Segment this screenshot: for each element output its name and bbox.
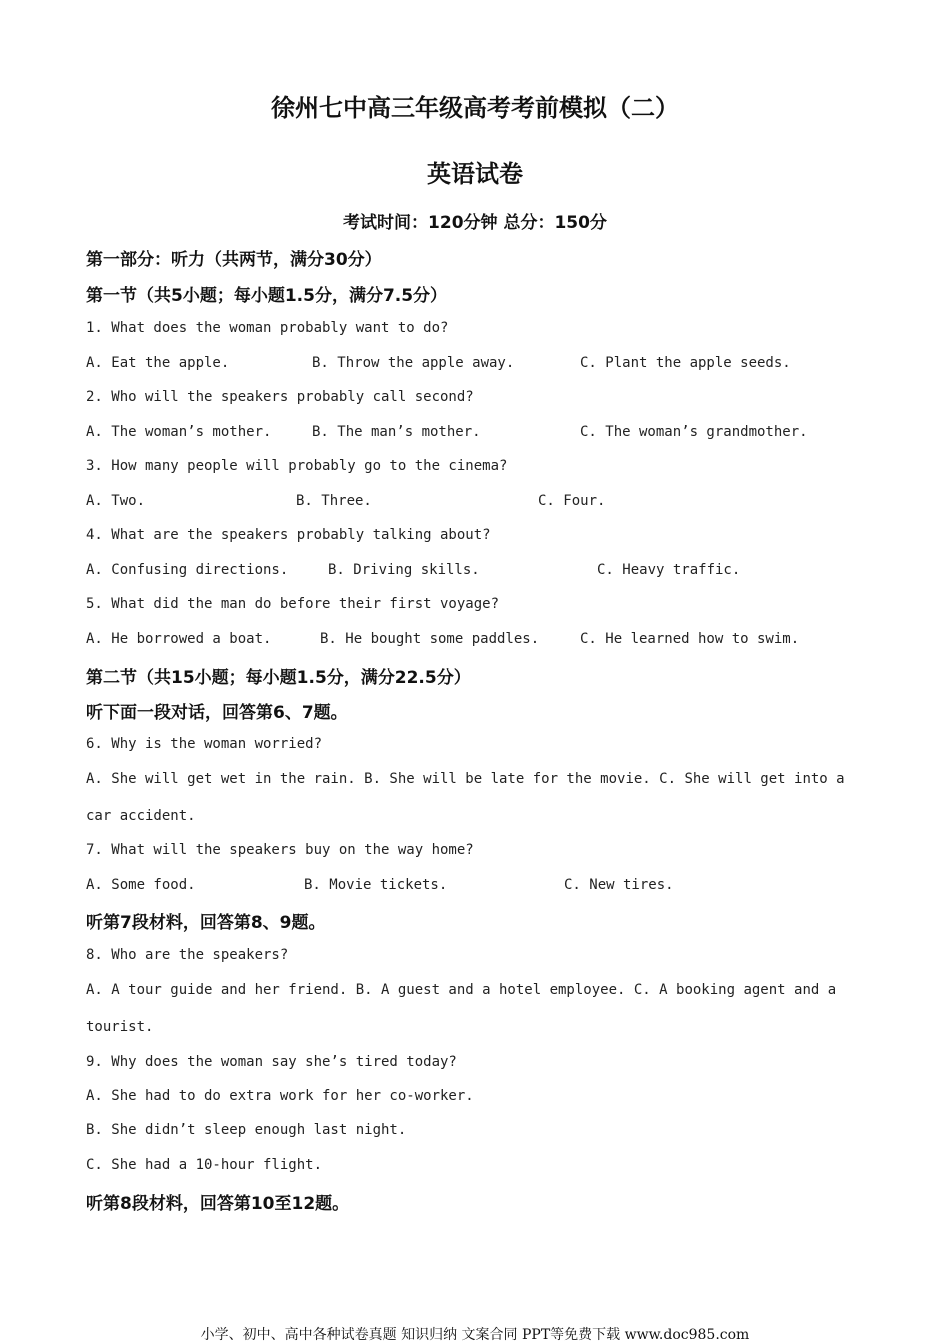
q3-option-a: A. Two. (86, 493, 146, 509)
q9-option-c: C. She had a 10-hour flight. (86, 1157, 323, 1173)
q9-option-b: B. She didn’t sleep enough last night. (86, 1122, 407, 1138)
question-3: 3. How many people will probably go to the cinema? (86, 458, 508, 474)
q4-option-a: A. Confusing directions. (86, 562, 289, 578)
question-5: 5. What did the man do before their first voyage? (86, 596, 500, 612)
footer-ad: 小学、初中、高中各种试卷真题 知识归纳 文案合同 PPT等免费下载 www.doc985.com (200, 1327, 750, 1343)
q7-option-a: A. Some food. (86, 877, 196, 893)
question-9: 9. Why does the woman say she’s tired today? (86, 1054, 457, 1070)
section2-heading: 第二节（共15小题；每小题1.5分，满分22.5分） (86, 668, 471, 688)
question-6: 6. Why is the woman worried? (86, 736, 323, 752)
q1-option-a: A. Eat the apple. (86, 355, 230, 371)
dialog8-instruction: 听第8段材料，回答第10至12题。 (86, 1194, 350, 1214)
q7-option-b: B. Movie tickets. (304, 877, 448, 893)
q1-option-b: B. Throw the apple away. (312, 355, 515, 371)
q1-option-c: C. Plant the apple seeds. (580, 355, 791, 371)
q9-option-a: A. She had to do extra work for her co-worker. (86, 1088, 474, 1104)
section1-heading: 第一节（共5小题；每小题1.5分，满分7.5分） (86, 286, 448, 306)
q3-option-c: C. Four. (538, 493, 606, 509)
question-7: 7. What will the speakers buy on the way home? (86, 842, 474, 858)
q2-option-c: C. The woman’s grandmother. (580, 424, 808, 440)
part1-heading: 第一部分：听力（共两节，满分30分） (86, 250, 382, 270)
q8-options-cont: tourist. (86, 1019, 154, 1035)
q7-option-c: C. New tires. (564, 877, 674, 893)
q5-option-a: A. He borrowed a boat. (86, 631, 272, 647)
q6-options: A. She will get wet in the rain. B. She will be late for the movie. C. She will get into a (86, 771, 845, 787)
exam-subject: 英语试卷 (427, 160, 523, 188)
question-1: 1. What does the woman probably want to do? (86, 320, 449, 336)
q4-option-c: C. Heavy traffic. (597, 562, 741, 578)
question-4: 4. What are the speakers probably talking about? (86, 527, 491, 543)
q3-option-b: B. Three. (296, 493, 372, 509)
q5-option-b: B. He bought some paddles. (320, 631, 540, 647)
q8-options: A. A tour guide and her friend. B. A guest and a hotel employee. C. A booking agent and a (86, 982, 837, 998)
question-2: 2. Who will the speakers probably call second? (86, 389, 474, 405)
q2-option-b: B. The man’s mother. (312, 424, 481, 440)
dialog7-instruction: 听第7段材料，回答第8、9题。 (86, 913, 326, 933)
q2-option-a: A. The woman’s mother. (86, 424, 272, 440)
q4-option-b: B. Driving skills. (328, 562, 480, 578)
q5-option-c: C. He learned how to swim. (580, 631, 800, 647)
exam-title: 徐州七中高三年级高考考前模拟（二） (271, 94, 679, 122)
exam-info: 考试时间：120分钟 总分：150分 (343, 213, 607, 233)
dialog1-instruction: 听下面一段对话，回答第6、7题。 (86, 703, 348, 723)
question-8: 8. Who are the speakers? (86, 947, 289, 963)
q6-options-cont: car accident. (86, 808, 196, 824)
